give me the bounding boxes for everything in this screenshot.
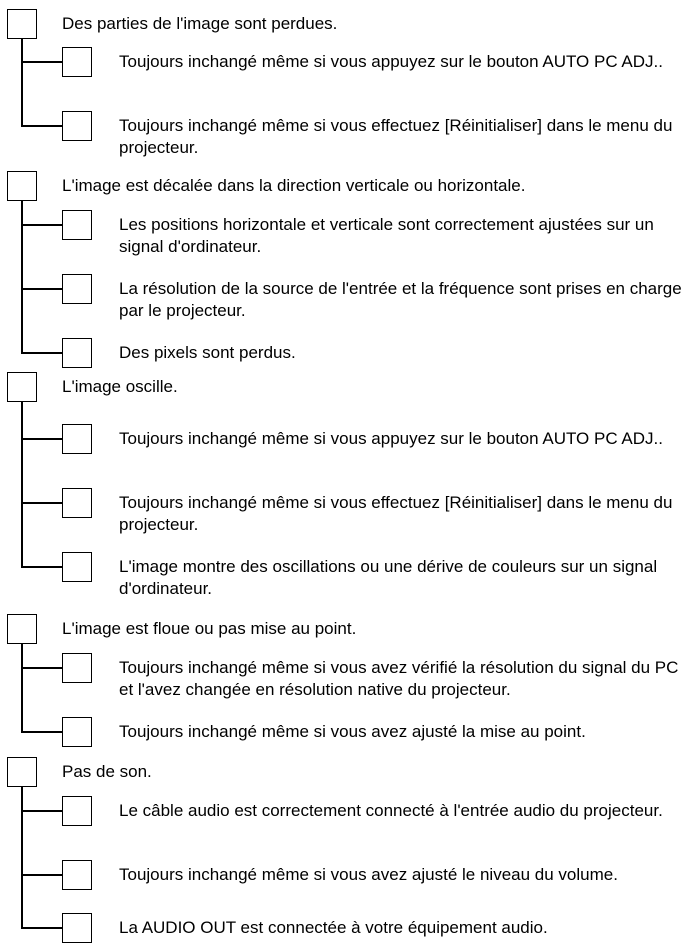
item-checkbox[interactable]: [62, 653, 92, 683]
item-checkbox[interactable]: [62, 47, 92, 77]
item-checkbox[interactable]: [62, 274, 92, 304]
section-checkbox[interactable]: [7, 9, 37, 39]
tree-branch-line: [21, 667, 62, 669]
section-title: L'image oscille.: [62, 377, 178, 396]
item-checkbox[interactable]: [62, 488, 92, 518]
item-text: Des pixels sont perdus.: [119, 343, 296, 362]
item-text: Toujours inchangé même si vous avez ajusté la mise au point.: [119, 722, 586, 741]
item-checkbox[interactable]: [62, 210, 92, 240]
section-checkbox[interactable]: [7, 372, 37, 402]
tree-connector-line: [21, 787, 23, 928]
tree-branch-line: [21, 731, 62, 733]
item-checkbox[interactable]: [62, 552, 92, 582]
section-checkbox[interactable]: [7, 614, 37, 644]
item-text: Toujours inchangé même si vous effectuez [Réinitialiser] dans le menu du projecteur.: [119, 493, 673, 534]
tree-connector-line: [21, 402, 23, 567]
item-text: Toujours inchangé même si vous avez ajusté le niveau du volume.: [119, 865, 618, 884]
tree-branch-line: [21, 874, 62, 876]
tree-branch-line: [21, 352, 62, 354]
section-title: Pas de son.: [62, 762, 152, 781]
section-checkbox[interactable]: [7, 171, 37, 201]
item-checkbox[interactable]: [62, 796, 92, 826]
item-text: Le câble audio est correctement connecté à l'entrée audio du projecteur.: [119, 801, 663, 820]
item-text: Toujours inchangé même si vous appuyez sur le bouton AUTO PC ADJ..: [119, 429, 663, 448]
tree-branch-line: [21, 566, 62, 568]
tree-branch-line: [21, 125, 62, 127]
tree-branch-line: [21, 927, 62, 929]
item-checkbox[interactable]: [62, 338, 92, 368]
item-text: La AUDIO OUT est connectée à votre équipement audio.: [119, 918, 548, 937]
section-checkbox[interactable]: [7, 757, 37, 787]
section-title: L'image est décalée dans la direction verticale ou horizontale.: [62, 176, 526, 195]
tree-branch-line: [21, 224, 62, 226]
tree-branch-line: [21, 61, 62, 63]
section-title: L'image est floue ou pas mise au point.: [62, 619, 357, 638]
tree-connector-line: [21, 39, 23, 126]
tree-branch-line: [21, 810, 62, 812]
item-checkbox[interactable]: [62, 860, 92, 890]
section-title: Des parties de l'image sont perdues.: [62, 14, 338, 33]
item-checkbox[interactable]: [62, 111, 92, 141]
item-text: Les positions horizontale et verticale sont correctement ajustées sur un signal d'ordinateur.: [119, 215, 654, 256]
item-text: L'image montre des oscillations ou une dérive de couleurs sur un signal d'ordinateur.: [119, 557, 658, 598]
item-text: Toujours inchangé même si vous avez vérifié la résolution du signal du PC et l'avez changée en résolution native du projecteur.: [119, 658, 679, 699]
tree-connector-line: [21, 644, 23, 732]
item-text: Toujours inchangé même si vous appuyez sur le bouton AUTO PC ADJ..: [119, 52, 663, 71]
item-text: La résolution de la source de l'entrée et la fréquence sont prises en charge par le projecteur.: [119, 279, 682, 320]
item-checkbox[interactable]: [62, 717, 92, 747]
item-checkbox[interactable]: [62, 424, 92, 454]
tree-branch-line: [21, 502, 62, 504]
item-checkbox[interactable]: [62, 913, 92, 943]
tree-branch-line: [21, 438, 62, 440]
item-text: Toujours inchangé même si vous effectuez [Réinitialiser] dans le menu du projecteur.: [119, 116, 673, 157]
tree-branch-line: [21, 288, 62, 290]
